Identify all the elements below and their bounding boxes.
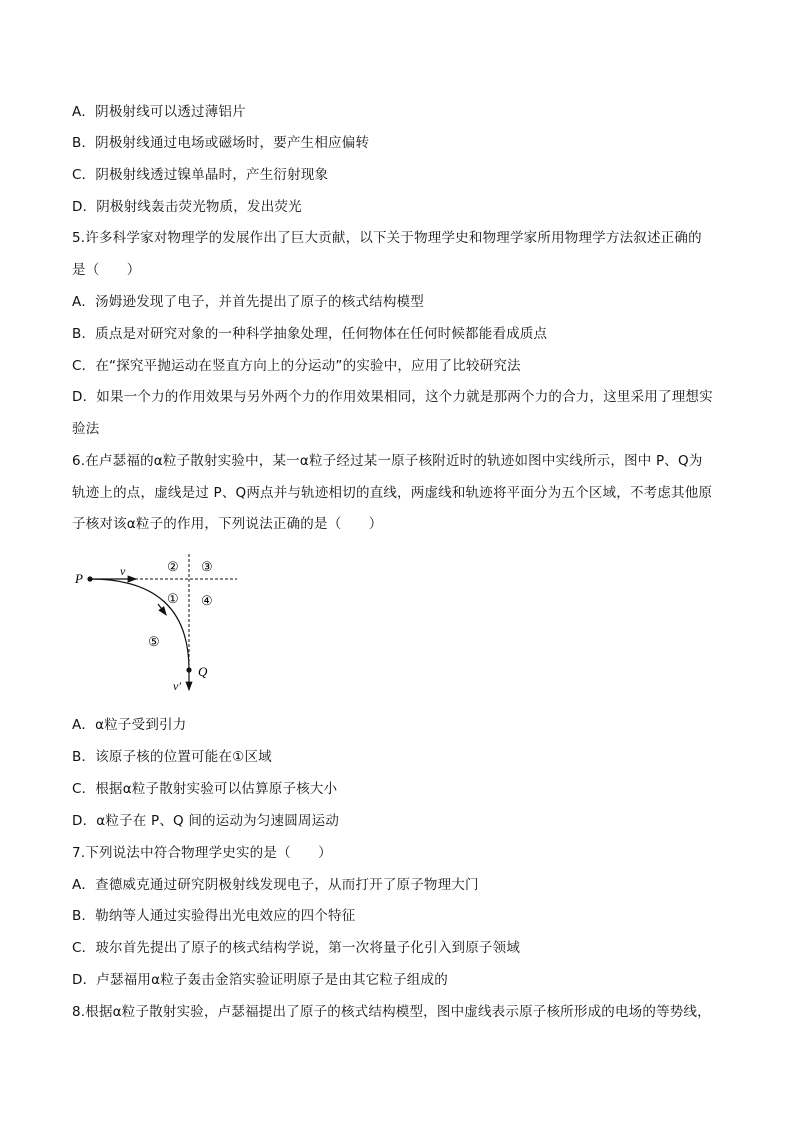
q6-option-a: A．α粒子受到引力: [72, 717, 187, 733]
q6-option-c: C．根据α粒子散射实验可以估算原子核大小: [72, 781, 338, 797]
alpha-trajectory-figure: [72, 552, 252, 697]
q5-option-c: C．在“探究平抛运动在竖直方向上的分运动”的实验中，应用了比较研究法: [72, 358, 521, 374]
q4-option-b: B．阴极射线通过电场或磁场时，要产生相应偏转: [72, 135, 370, 151]
q8-stem-line1: 8.根据α粒子散射实验，卢瑟福提出了原子的核式结构模型，图中虚线表示原子核所形成的电场的等势线，: [72, 1004, 711, 1020]
q6-stem-line1: 6.在卢瑟福的α粒子散射实验中，某一α粒子经过某一原子核附近时的轨迹如图中实线所示，图中 P、Q为: [72, 453, 703, 469]
q5-option-d-line2: 验法: [72, 421, 100, 437]
q5-option-a: A．汤姆逊发现了电子，并首先提出了原子的核式结构模型: [72, 294, 424, 310]
region-3-label: ③: [201, 559, 213, 574]
region-5-label: ⑤: [148, 634, 160, 649]
q7-option-b: B．勒纳等人通过实验得出光电效应的四个特征: [72, 908, 356, 924]
q7-option-a: A．查德威克通过研究阴极射线发现电子，从而打开了原子物理大门: [72, 877, 479, 893]
q7-stem: 7.下列说法中符合物理学史实的是（ ）: [72, 845, 332, 861]
q6-stem-line3: 子核对该α粒子的作用，下列说法正确的是（ ）: [72, 516, 383, 532]
q5-option-b: B．质点是对研究对象的一种科学抽象处理，任何物体在任何时候都能看成质点: [72, 326, 548, 342]
point-q: [186, 667, 191, 672]
label-v: v: [120, 564, 126, 578]
q4-option-d: D．阴极射线轰击荧光物质，发出荧光: [72, 199, 302, 215]
q4-option-a: A．阴极射线可以透过薄铝片: [72, 104, 246, 120]
label-p: P: [75, 571, 83, 586]
region-1-label: ①: [167, 591, 179, 606]
q5-stem-line2: 是（ ）: [72, 262, 141, 278]
trajectory-direction-arrow: [158, 604, 164, 612]
region-2-label: ②: [167, 559, 179, 574]
q4-option-c: C．阴极射线透过镍单晶时，产生衍射现象: [72, 167, 329, 183]
label-v-prime: v′: [173, 679, 181, 693]
q6-stem-line2: 轨迹上的点，虚线是过 P、Q两点并与轨迹相切的直线，两虚线和轨迹将平面分为五个区域，不考虑其他原: [72, 485, 713, 501]
q7-option-d: D．卢瑟福用α粒子轰击金箔实验证明原子是由其它粒子组成的: [72, 972, 448, 988]
q6-option-b: B．该原子核的位置可能在①区域: [72, 749, 272, 765]
point-p: [87, 576, 92, 581]
q7-option-c: C．玻尔首先提出了原子的核式结构学说，第一次将量子化引入到原子领域: [72, 940, 521, 956]
q6-option-d: D．α粒子在 P、Q 间的运动为匀速圆周运动: [72, 813, 340, 829]
q5-stem-line1: 5.许多科学家对物理学的发展作出了巨大贡献，以下关于物理学史和物理学家所用物理学方法叙述正确的: [72, 230, 702, 246]
label-q: Q: [198, 664, 208, 679]
region-4-label: ④: [201, 593, 213, 608]
q5-option-d-line1: D．如果一个力的作用效果与另外两个力的作用效果相同，这个力就是那两个力的合力，这里采用了理想实: [72, 389, 713, 405]
